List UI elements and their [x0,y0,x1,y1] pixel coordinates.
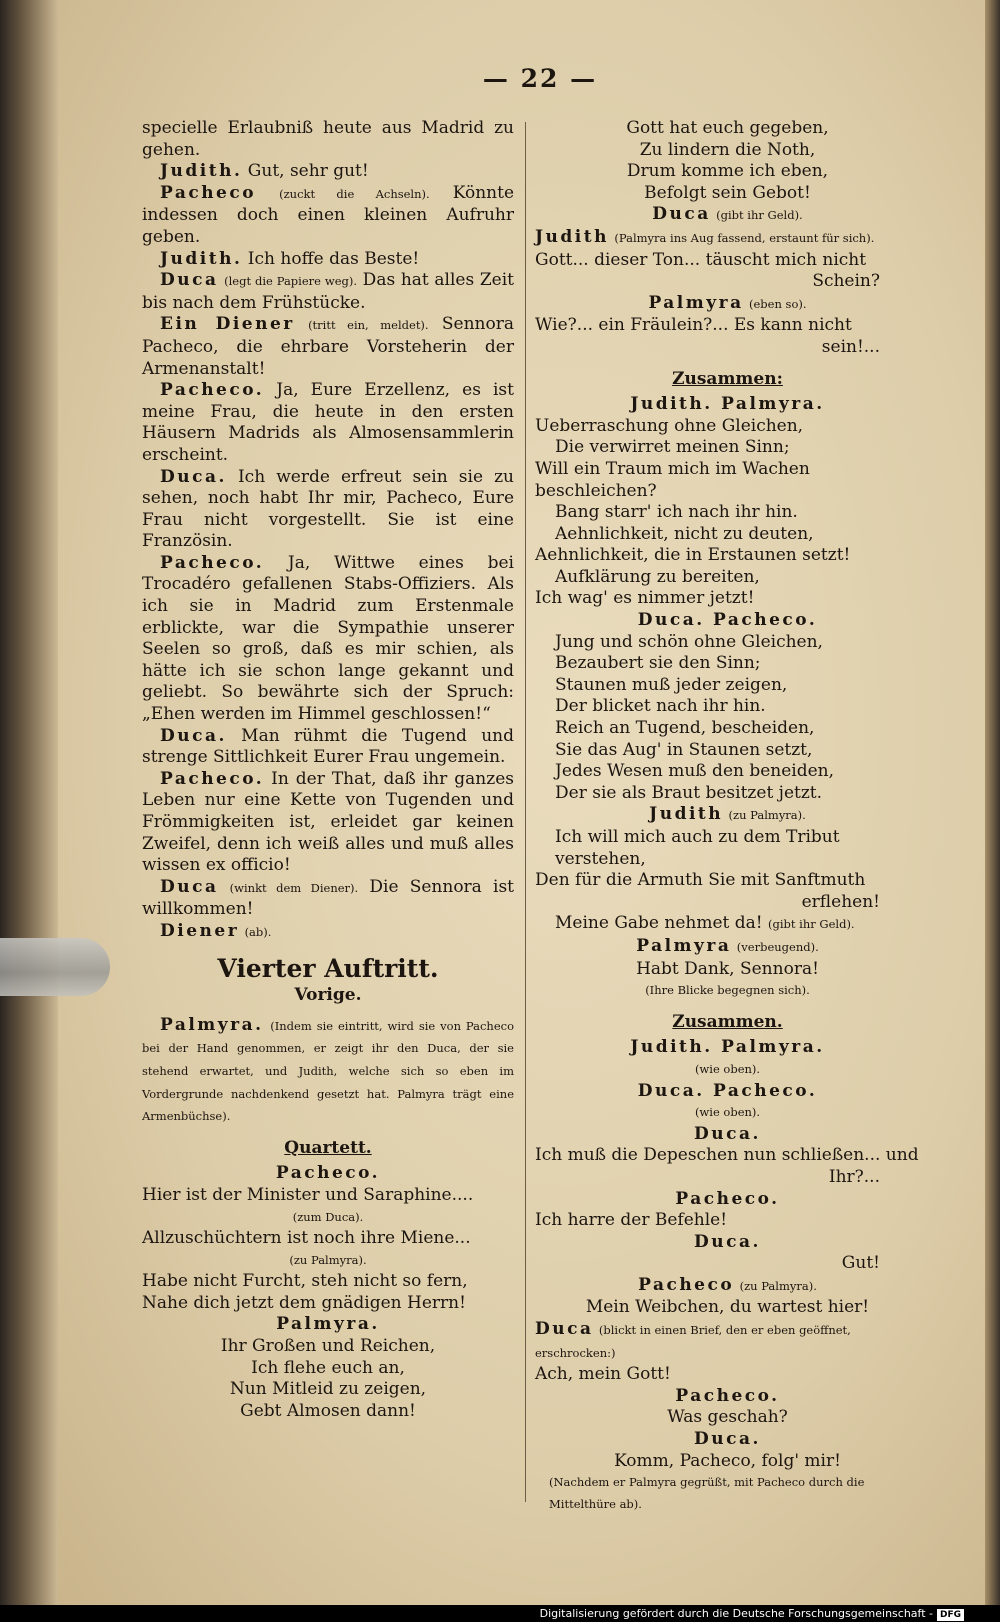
page-clip [0,938,110,996]
speaker-name: Pacheco [638,1274,735,1295]
binding-edge [0,0,58,1605]
stage-direction: (zu Palmyra). [289,1252,367,1267]
verse-line: Gott hat euch gegeben, [626,118,829,138]
speech [142,161,514,183]
verse-line: Staunen muß jeder zeigen, [555,674,788,695]
speech [142,467,514,553]
stage-direction: (Palmyra ins Aug fassend, erstaunt für sich). [614,230,875,245]
stage-direction: (eben so). [749,296,807,311]
stage-direction: (zu Palmyra). [739,1278,817,1293]
speaker-name: Palmyra [636,935,732,956]
speech [142,553,514,726]
verse-line: Ueberraschung ohne Gleichen, [535,415,804,436]
speaker-name: Pacheco. [160,552,265,573]
speaker-name: Duca. [160,725,227,746]
page-number: — 22 — [482,64,598,93]
speech-text: Die Sennora ist willkommen! [142,876,515,920]
speech-text: Ich werde erfreut sein sie zu sehen, noch habt Ihr mir, Pacheco, Eure Frau nicht vorgestellt. Sie ist eine Französin. [142,466,514,552]
stage-direction: (zum Duca). [292,1209,364,1224]
speaker-name: Pacheco. [160,768,265,789]
speech [142,1015,514,1128]
speech-text: Sennora Pacheco, die ehrbare Vorsteherin der Armenanstalt! [142,314,514,379]
speech-text: Könnte indessen doch einen kleinen Aufruhr geben. [142,182,514,247]
verse-line: Der sie als Braut besitzet jetzt. [555,782,823,803]
speaker-name: Palmyra [648,292,744,313]
verse-line: Gebt Almosen dann! [240,1400,416,1421]
speech-text: Ja, Wittwe eines bei Trocadéro gefallenen Stabs-Offiziers. Als ich sie in Madrid zum Erstenmale erblickte, war die Sympathie unserer Seelen so groß, daß es mir schien, als hätte ich sie schon lange gekannt und geliebt. So bewährte sich der Spruch: „Ehen werden im Himmel geschlossen!“ [142,552,514,725]
speaker-name: Duca. [694,1123,761,1144]
stage-direction: (Indem sie eintritt, wird sie von Pacheco bei der Hand genommen, er zeigt ihr den Duca, der sie stehend erwartet, und Judith, welche sich so eben im Vordergrunde nachdenkend gesetzt hat. Palmyra trägt eine Armenbüchse). [142,1018,514,1124]
speaker-name: Palmyra. [160,1014,264,1035]
stage-direction: (zu Palmyra). [728,808,806,823]
speaker-name: Pacheco. [675,1188,780,1209]
verse-line: Gut! [841,1253,880,1274]
speaker-name: Diener [160,920,240,941]
speech-text: Man rühmt die Tugend und strenge Sittlichkeit Eurer Frau ungemein. [142,725,514,768]
verse-line: Die verwirret meinen Sinn; [555,437,790,458]
speech-text: Ich hoffe das Beste! [242,248,420,269]
speaker-name: Duca. [160,466,227,487]
verse-line: Bang starr' ich nach ihr hin. [555,502,798,523]
speech [142,877,514,921]
verse-line: Ich will mich auch zu dem Tribut verstehen, [555,827,840,869]
verse-line: Ihr Großen und Reichen, [220,1336,436,1357]
verse-line: Zu lindern die Noth, [639,139,816,160]
speaker-name: Pacheco. [275,1163,381,1184]
verse-line: Was geschah? [667,1407,788,1428]
stage-direction: (zuckt die Achseln). [279,186,430,201]
stage-direction: (winkt dem Diener). [229,880,359,895]
verse-line: Drum komme ich eben, [626,161,829,182]
speaker-name: Judith. Palmyra. [630,1037,825,1058]
page-edge [985,0,1000,1605]
dfg-logo: DFG [937,1609,964,1621]
speaker-name: Judith. Palmyra. [630,394,825,415]
verse-line: Will ein Traum mich im Wachen beschleichen? [535,458,810,501]
speaker-name: Pacheco. [675,1385,780,1406]
left-column [142,118,514,1422]
verse-line: Habe nicht Furcht, steh nicht so fern, [142,1271,468,1292]
speaker-name: Pacheco [160,182,257,203]
stage-direction: (tritt ein, meldet). [308,318,429,333]
verse-line: erflehen! [801,891,880,912]
speech-text: Ja, Eure Erzellenz, es ist meine Frau, die heute in den ersten Häusern Madrids als Almosensammlerin erscheint. [142,380,514,465]
speaker-name: Duca. Pacheco. [637,1080,818,1101]
verse-line: Aehnlichkeit, die in Erstaunen setzt! [535,545,851,566]
verse-line: Habt Dank, Sennora! [636,958,819,979]
speaker-name: Pacheco. [160,380,265,401]
speech [142,769,514,877]
speaker-name: Palmyra. [276,1314,380,1335]
verse-line: Gott... dieser Ton... täuscht mich nicht [535,249,867,270]
verse-line: sein!... [821,336,880,357]
column-divider [525,122,526,1502]
speaker-name: Duca [652,204,711,225]
speaker-name: Duca. [694,1429,761,1450]
stage-direction: (verbeugend). [736,939,819,954]
speech [535,227,920,250]
speech-text: Das hat alles Zeit bis nach dem Frühstücke. [142,270,514,313]
stage-direction: (blickt in einen Brief, den er eben geöffnet, erschrocken:) [535,1323,851,1360]
speaker-name: Duca. Pacheco. [637,610,818,631]
verse-line: Mein Weibchen, du wartest hier! [585,1297,870,1318]
verse-line: Ich muß die Depeschen nun schließen... und [535,1145,919,1166]
verse-line: Befolgt sein Gebot! [644,182,811,203]
speech [142,270,514,314]
speaker-name: Duca [535,1319,594,1340]
speaker-with-direction [535,936,920,959]
verse-line: Hier ist der Minister und Saraphine.... [142,1184,474,1205]
stage-direction: (Ihre Blicke begegnen sich). [645,983,810,998]
verse-line: Nahe dich jetzt dem gnädigen Herrn! [142,1292,466,1313]
stage-direction: (gibt ihr Geld). [716,208,803,223]
stage-direction: (wie oben). [694,1105,761,1120]
stage-direction: (Nachdem er Palmyra gegrüßt, mit Pacheco durch die Mittelthüre ab). [549,1475,865,1511]
speech [142,314,514,380]
verse-line: Aufklärung zu bereiten, [555,566,760,587]
stage-direction: (wie oben). [694,1061,761,1076]
verse-line: Ich flehe euch an, [251,1357,405,1378]
speaker-name: Judith. [160,161,243,182]
footer-bar [0,1605,1000,1622]
text-line: specielle Erlaubniß heute aus Madrid zu gehen. [142,118,514,160]
verse-line: Komm, Pacheco, folg' mir! [614,1450,841,1471]
speech [142,183,514,249]
verse-line: Wie?... ein Fräulein?... Es kann nicht [535,315,852,336]
speaker-name: Judith [535,226,609,247]
verse-line: Ach, mein Gott! [535,1364,671,1385]
verse-line: Ihr?... [828,1166,880,1187]
verse-line: Den für die Armuth Sie mit Sanftmuth [535,870,866,891]
stage-direction: (ab). [244,924,272,939]
verse-line: Jung und schön ohne Gleichen, [555,631,823,652]
speaker-name: Duca [160,270,219,291]
footer-credit: Digitalisierung gefördert durch die Deutsche Forschungsgemeinschaft - [539,1607,933,1620]
verse-line: Reich an Tugend, bescheiden, [555,718,815,739]
speech [142,921,514,944]
speaker-name: Ein Diener [160,314,295,335]
verse-line: Bezaubert sie den Sinn; [555,653,761,674]
speaker-with-direction [535,204,920,227]
section-heading: Zusammen. [672,1011,783,1032]
verse-line: Jedes Wesen muß den beneiden, [555,761,835,782]
verse-line: Nun Mitleid zu zeigen, [229,1379,427,1400]
verse-line [535,913,920,936]
verse-line: Ich harre der Befehle! [535,1210,728,1231]
verse-line: Ich wag' es nimmer jetzt! [535,588,755,609]
verse-text: Meine Gabe nehmet da! [555,913,763,934]
scene-cast: Vorige. [294,985,362,1006]
verse-line: Allzuschüchtern ist noch ihre Miene... [142,1228,471,1249]
speaker-name: Duca. [694,1231,761,1252]
section-heading: Quartett. [284,1137,372,1158]
verse-line: Der blicket nach ihr hin. [555,696,766,717]
speech-text: In der That, daß ihr ganzes Leben nur eine Kette von Tugenden und Frömmigkeiten ist, erleidet gar keinen Zweifel, denn ich weiß alles und muß alles wissen ex officio! [142,768,514,876]
verse-line: Aehnlichkeit, nicht zu deuten, [555,523,814,544]
speech-text: Gut, sehr gut! [242,161,369,182]
right-column [535,118,920,1515]
speech [535,1319,920,1364]
stage-direction: (legt die Papiere weg). [224,274,358,289]
section-heading: Zusammen: [672,368,783,389]
speech [142,380,514,466]
speaker-with-direction [535,1275,920,1298]
speaker-with-direction [535,293,920,316]
speaker-name: Duca [160,876,219,897]
verse-line: Sie das Aug' in Staunen setzt, [555,739,813,760]
stage-direction: (gibt ihr Geld). [768,917,855,932]
scene-heading: Vierter Auftritt. [217,953,439,983]
speech [142,249,514,271]
speaker-name: Judith [649,804,724,825]
speaker-with-direction [535,804,920,827]
verse-line: Schein? [812,271,880,292]
speaker-name: Judith. [160,248,243,269]
speech [142,726,514,769]
